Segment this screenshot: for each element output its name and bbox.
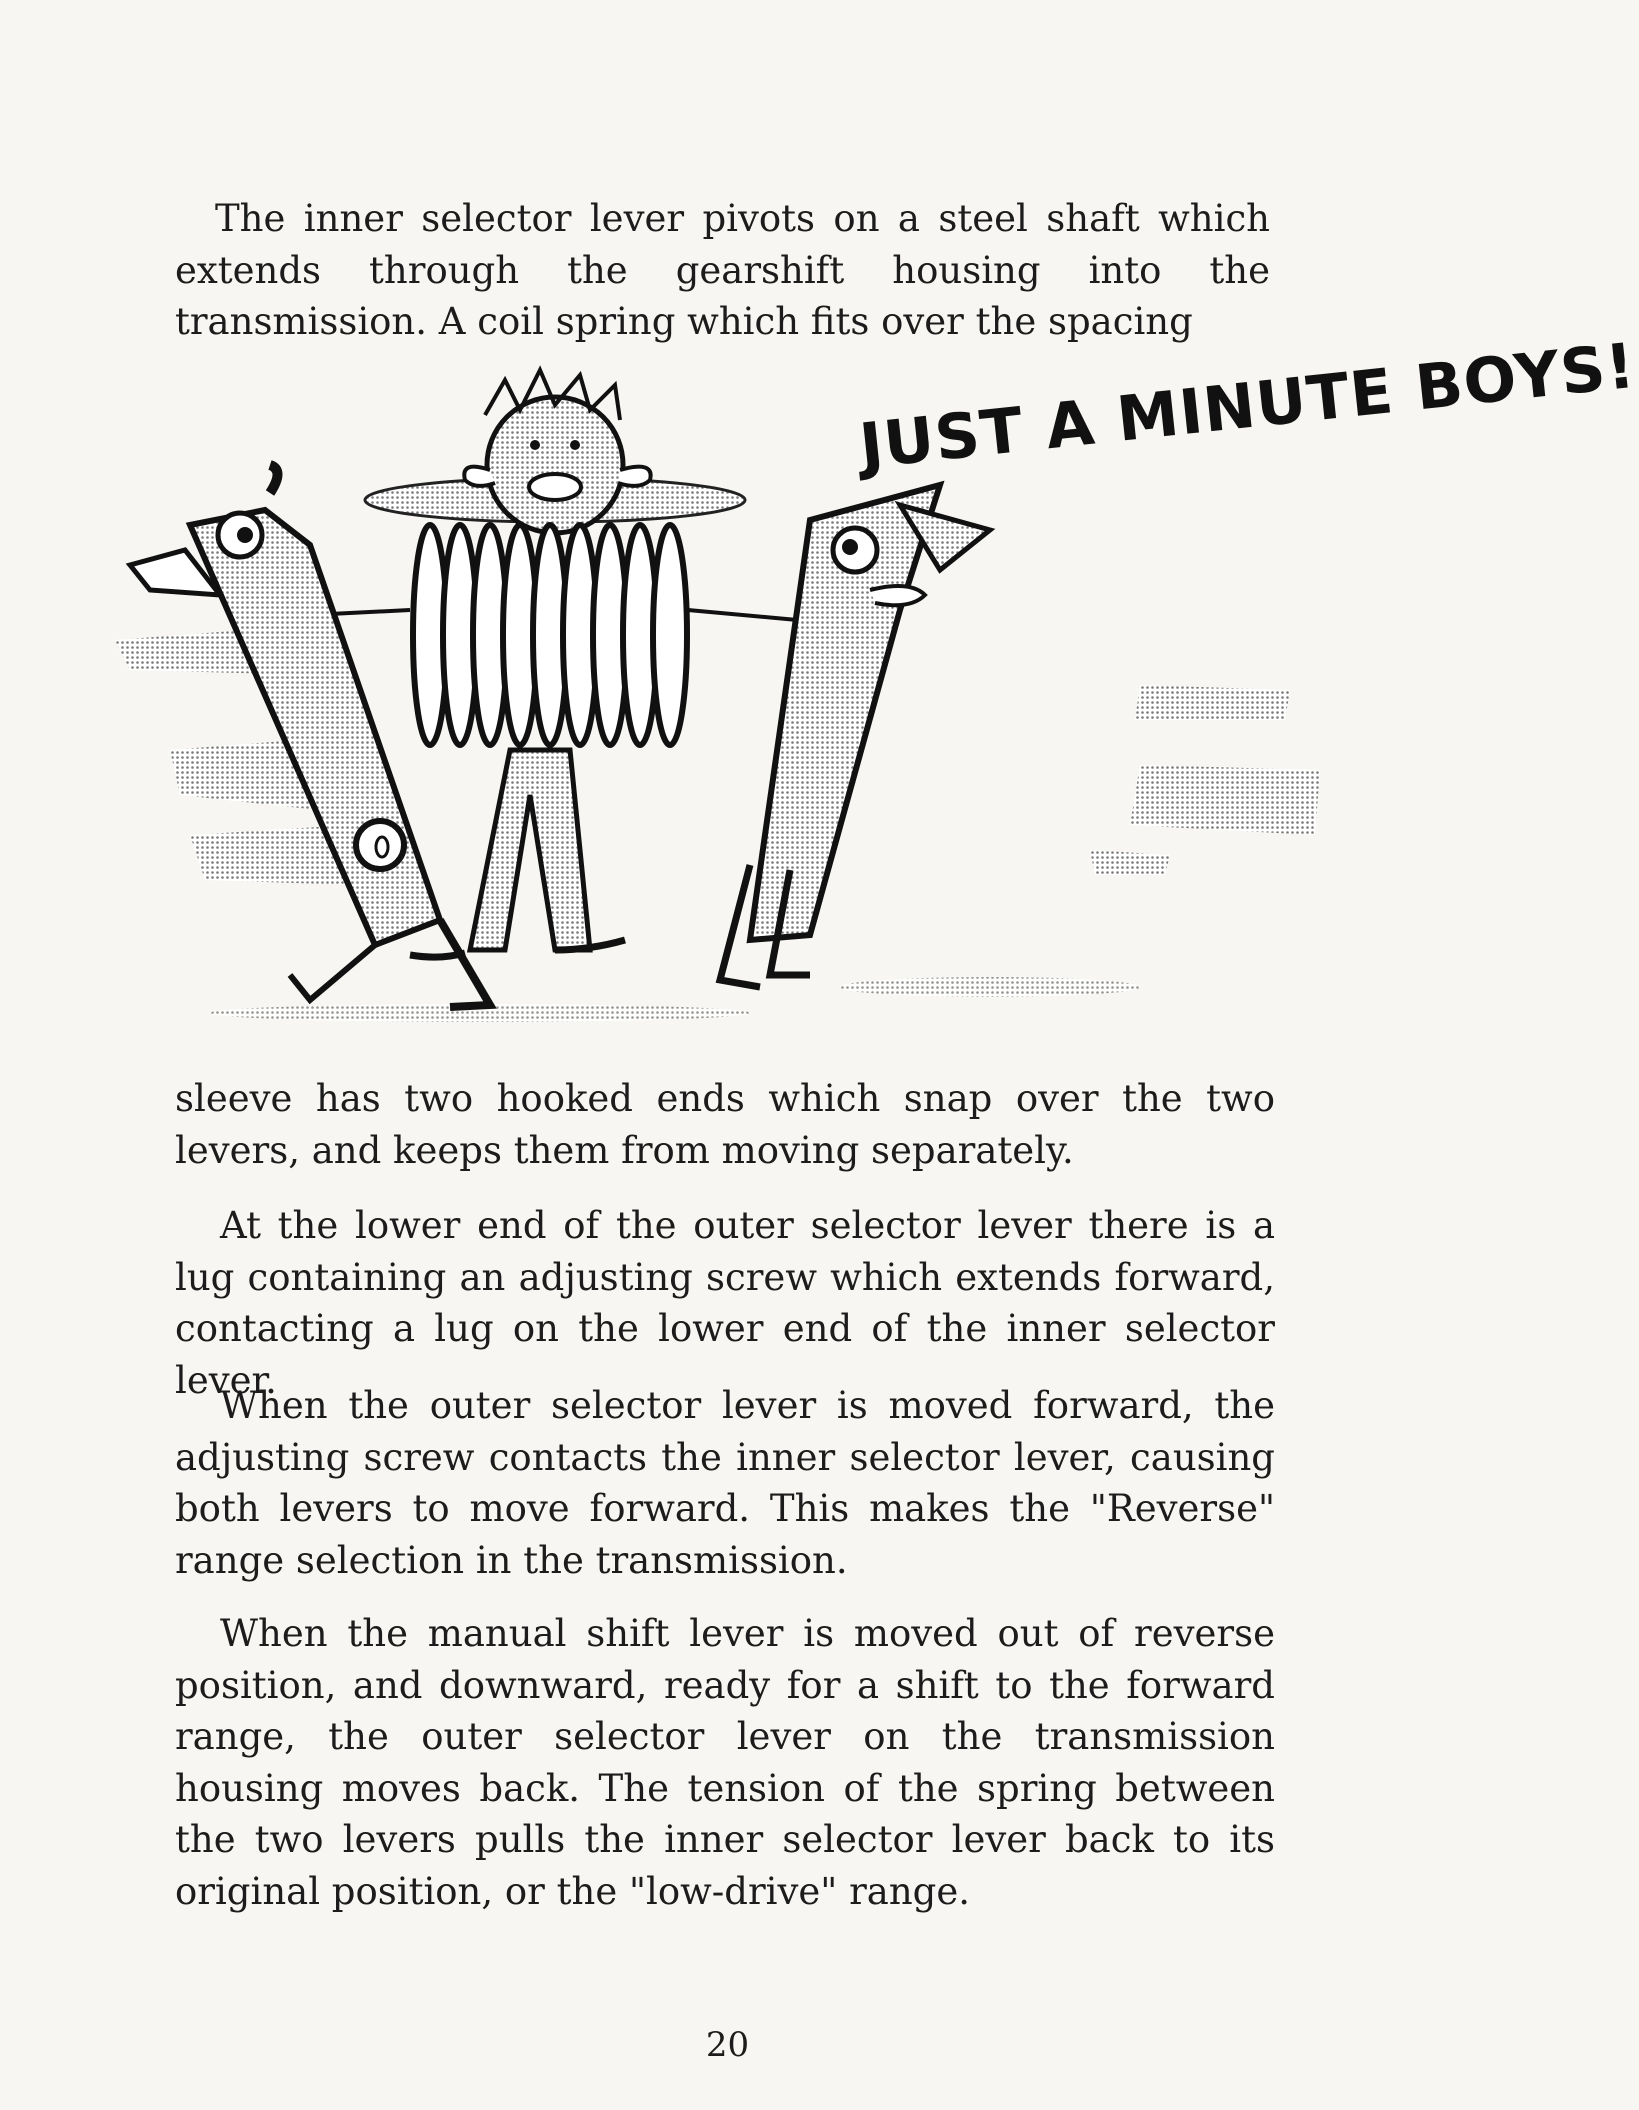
outer-lever-character: [720, 485, 990, 987]
paragraph-3: At the lower end of the outer selector lever there is a lug containing an adjusting screw which extends forward, contacting a lug on the lower end of the inner selector lever.: [175, 1204, 1275, 1402]
paragraph-2: sleeve has two hooked ends which snap over the two levers, and keeps them from moving separately.: [175, 1077, 1275, 1172]
motion-streaks-right: [1090, 685, 1320, 875]
coil-spring: [413, 525, 687, 745]
paragraph-1: The inner selector lever pivots on a steel shaft which extends through the gearshift housing into the transmission. A coil spring which fits over the spacing: [175, 197, 1270, 343]
cartoon-illustration: [110, 375, 1350, 1035]
shout-caption: JUST A MINUTE BOYS!: [856, 328, 1639, 483]
paragraph-4: When the outer selector lever is moved forward, the adjusting screw contacts the inner selector lever, causing both levers to move forward. This makes the "Reverse" range selection in the transmission.: [175, 1384, 1275, 1582]
paragraph-5: When the manual shift lever is moved out of reverse position, and downward, ready for a shift to the forward range, the outer selector lever on the transmission housing moves back. The tension of the spring between the two levers pulls the inner selector lever back to its original position, or the "low-drive" range.: [175, 1612, 1275, 1913]
page-number: 20: [705, 2025, 750, 2065]
